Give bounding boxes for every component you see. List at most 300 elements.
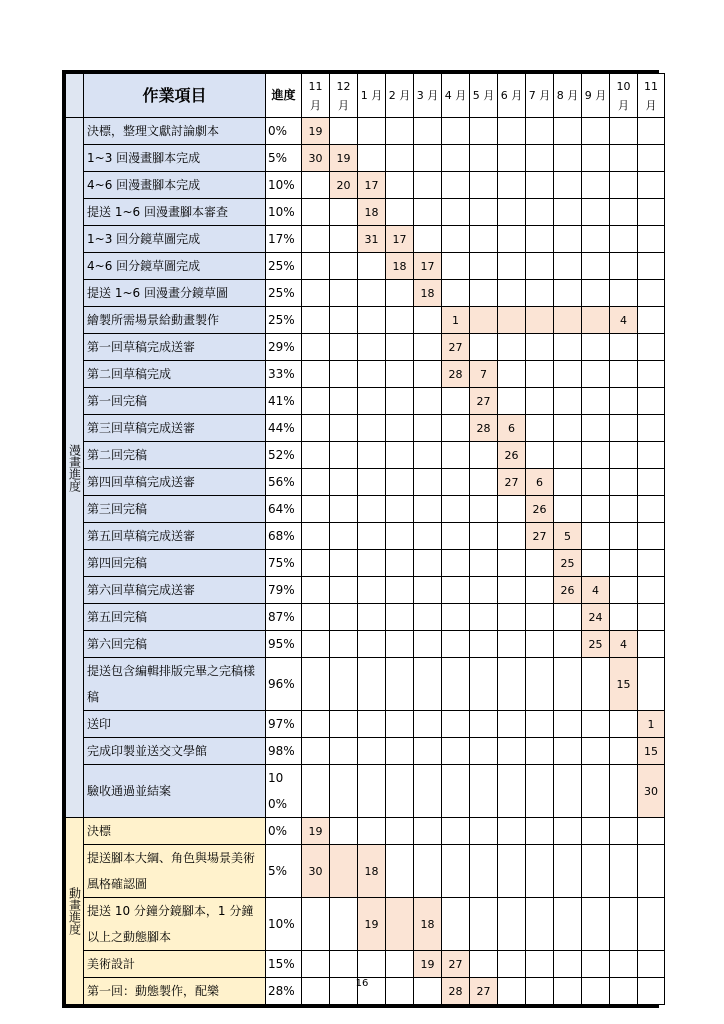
table-row xyxy=(66,550,665,577)
schedule-cell xyxy=(526,898,554,951)
schedule-cell xyxy=(638,361,665,388)
schedule-cell xyxy=(638,415,665,442)
schedule-cell xyxy=(554,738,582,765)
schedule-bar-cell: 27 xyxy=(526,523,554,550)
schedule-cell xyxy=(610,199,638,226)
month-header: 10 月 xyxy=(610,74,638,118)
table-row xyxy=(66,818,665,845)
schedule-cell xyxy=(610,469,638,496)
schedule-cell xyxy=(442,550,470,577)
schedule-cell xyxy=(610,951,638,978)
schedule-cell xyxy=(330,765,358,818)
schedule-cell xyxy=(442,469,470,496)
schedule-bar-cell: 27 xyxy=(470,978,498,1005)
schedule-cell xyxy=(610,765,638,818)
schedule-cell xyxy=(554,280,582,307)
schedule-cell xyxy=(442,577,470,604)
schedule-cell xyxy=(358,818,386,845)
task-cell: 第一回：動態製作，配樂 xyxy=(84,978,266,1005)
schedule-cell xyxy=(554,765,582,818)
schedule-cell xyxy=(554,898,582,951)
schedule-cell xyxy=(330,469,358,496)
schedule-cell xyxy=(386,145,414,172)
schedule-cell xyxy=(610,388,638,415)
schedule-bar-cell: 17 xyxy=(386,226,414,253)
task-cell: 提送包含編輯排版完畢之完稿樣稿 xyxy=(84,658,266,711)
month-header: 9 月 xyxy=(582,74,610,118)
schedule-cell xyxy=(582,711,610,738)
schedule-cell xyxy=(610,711,638,738)
schedule-cell xyxy=(638,523,665,550)
task-cell: 4~6 回漫畫腳本完成 xyxy=(84,172,266,199)
schedule-bar-cell: 1 xyxy=(442,307,470,334)
table-row xyxy=(66,442,665,469)
schedule-cell xyxy=(582,280,610,307)
schedule-bar-cell: 18 xyxy=(386,253,414,280)
schedule-cell xyxy=(610,523,638,550)
schedule-cell xyxy=(498,172,526,199)
schedule-cell xyxy=(554,361,582,388)
schedule-cell xyxy=(638,631,665,658)
schedule-cell xyxy=(414,550,442,577)
schedule-cell xyxy=(302,415,330,442)
schedule-cell xyxy=(582,523,610,550)
schedule-cell xyxy=(386,711,414,738)
schedule-cell xyxy=(386,845,414,898)
schedule-cell xyxy=(582,496,610,523)
schedule-cell xyxy=(526,361,554,388)
schedule-cell xyxy=(526,145,554,172)
schedule-cell xyxy=(358,253,386,280)
table-row xyxy=(66,577,665,604)
schedule-bar-cell: 6 xyxy=(498,415,526,442)
schedule-cell xyxy=(442,898,470,951)
schedule-cell xyxy=(302,307,330,334)
schedule-cell xyxy=(582,172,610,199)
schedule-cell xyxy=(526,577,554,604)
task-cell: 提送腳本大綱、角色與場景美術風格確認圖 xyxy=(84,845,266,898)
schedule-cell xyxy=(498,577,526,604)
schedule-cell xyxy=(498,604,526,631)
schedule-cell xyxy=(610,253,638,280)
schedule-cell xyxy=(526,711,554,738)
schedule-bar-cell: 17 xyxy=(358,172,386,199)
schedule-cell xyxy=(442,388,470,415)
schedule-cell xyxy=(302,199,330,226)
schedule-cell xyxy=(470,604,498,631)
task-cell: 決標 xyxy=(84,818,266,845)
schedule-bar-cell: 1 xyxy=(638,711,665,738)
schedule-bar-cell: 24 xyxy=(582,604,610,631)
schedule-bar-cell: 20 xyxy=(330,172,358,199)
schedule-cell xyxy=(302,442,330,469)
schedule-cell xyxy=(582,898,610,951)
schedule-cell xyxy=(302,550,330,577)
schedule-cell xyxy=(358,496,386,523)
schedule-cell xyxy=(330,361,358,388)
task-cell: 第四回草稿完成送審 xyxy=(84,469,266,496)
gantt-table xyxy=(65,73,665,1005)
task-cell: 提送 1~6 回漫畫分鏡草圖 xyxy=(84,280,266,307)
schedule-bar-cell: 18 xyxy=(414,280,442,307)
schedule-bar-cell: 15 xyxy=(638,738,665,765)
schedule-cell xyxy=(526,631,554,658)
schedule-cell xyxy=(638,253,665,280)
schedule-cell xyxy=(582,738,610,765)
task-cell: 繪製所需場景給動畫製作 xyxy=(84,307,266,334)
schedule-cell xyxy=(358,711,386,738)
schedule-cell xyxy=(554,388,582,415)
schedule-cell xyxy=(358,442,386,469)
schedule-cell xyxy=(414,307,442,334)
schedule-cell xyxy=(414,523,442,550)
schedule-cell xyxy=(554,496,582,523)
schedule-cell xyxy=(554,951,582,978)
schedule-cell xyxy=(554,711,582,738)
schedule-cell xyxy=(386,442,414,469)
schedule-cell xyxy=(302,658,330,711)
schedule-cell xyxy=(638,845,665,898)
progress-cell: 25% xyxy=(266,253,302,280)
progress-cell: 10% xyxy=(266,199,302,226)
schedule-cell xyxy=(330,496,358,523)
schedule-cell xyxy=(330,415,358,442)
schedule-cell xyxy=(554,469,582,496)
schedule-cell xyxy=(386,307,414,334)
schedule-cell xyxy=(582,226,610,253)
schedule-bar-cell: 25 xyxy=(582,631,610,658)
schedule-cell xyxy=(414,388,442,415)
schedule-cell xyxy=(330,711,358,738)
task-cell: 第四回完稿 xyxy=(84,550,266,577)
schedule-bar-cell xyxy=(386,898,414,951)
schedule-cell xyxy=(498,280,526,307)
schedule-cell xyxy=(610,738,638,765)
progress-cell: 25% xyxy=(266,307,302,334)
schedule-cell xyxy=(414,658,442,711)
schedule-cell xyxy=(358,604,386,631)
schedule-cell xyxy=(358,361,386,388)
progress-cell: 79% xyxy=(266,577,302,604)
schedule-cell xyxy=(302,951,330,978)
schedule-cell xyxy=(610,442,638,469)
progress-cell: 44% xyxy=(266,415,302,442)
schedule-cell xyxy=(442,280,470,307)
schedule-cell xyxy=(442,442,470,469)
schedule-cell xyxy=(302,765,330,818)
schedule-cell xyxy=(470,442,498,469)
schedule-bar-cell: 17 xyxy=(414,253,442,280)
schedule-cell xyxy=(442,738,470,765)
schedule-cell xyxy=(554,415,582,442)
schedule-cell xyxy=(498,199,526,226)
schedule-cell xyxy=(442,496,470,523)
schedule-cell xyxy=(330,631,358,658)
schedule-cell xyxy=(470,738,498,765)
schedule-bar-cell: 27 xyxy=(442,951,470,978)
schedule-cell xyxy=(470,172,498,199)
table-row xyxy=(66,199,665,226)
schedule-cell xyxy=(414,631,442,658)
schedule-cell xyxy=(638,951,665,978)
schedule-bar-cell xyxy=(470,307,498,334)
schedule-cell xyxy=(302,711,330,738)
schedule-cell xyxy=(554,845,582,898)
schedule-cell xyxy=(526,951,554,978)
schedule-cell xyxy=(610,334,638,361)
table-row xyxy=(66,845,665,898)
schedule-cell xyxy=(330,550,358,577)
schedule-bar-cell: 19 xyxy=(414,951,442,978)
schedule-cell xyxy=(302,631,330,658)
schedule-cell xyxy=(638,280,665,307)
schedule-cell xyxy=(442,199,470,226)
schedule-cell xyxy=(302,172,330,199)
schedule-cell xyxy=(526,604,554,631)
schedule-cell xyxy=(330,577,358,604)
schedule-cell xyxy=(386,361,414,388)
schedule-cell xyxy=(442,658,470,711)
task-cell: 決標，整理文獻討論劇本 xyxy=(84,118,266,145)
schedule-cell xyxy=(358,631,386,658)
schedule-bar-cell: 4 xyxy=(610,307,638,334)
task-cell: 4~6 回分鏡草圖完成 xyxy=(84,253,266,280)
progress-column-header: 進度 xyxy=(266,74,302,118)
schedule-cell xyxy=(358,658,386,711)
schedule-bar-cell: 19 xyxy=(330,145,358,172)
schedule-bar-cell: 27 xyxy=(498,469,526,496)
schedule-cell xyxy=(582,469,610,496)
schedule-bar-cell: 15 xyxy=(610,658,638,711)
progress-cell: 41% xyxy=(266,388,302,415)
schedule-cell xyxy=(610,145,638,172)
schedule-cell xyxy=(638,550,665,577)
table-row xyxy=(66,658,665,711)
schedule-cell xyxy=(498,818,526,845)
schedule-cell xyxy=(358,469,386,496)
schedule-cell xyxy=(498,145,526,172)
schedule-cell xyxy=(442,711,470,738)
schedule-cell xyxy=(638,577,665,604)
schedule-bar-cell: 25 xyxy=(554,550,582,577)
schedule-cell xyxy=(386,523,414,550)
schedule-cell xyxy=(302,523,330,550)
schedule-cell xyxy=(582,253,610,280)
schedule-cell xyxy=(302,469,330,496)
schedule-cell xyxy=(582,658,610,711)
table-row xyxy=(66,765,665,818)
progress-cell: 5% xyxy=(266,845,302,898)
schedule-cell xyxy=(498,118,526,145)
schedule-cell xyxy=(498,253,526,280)
schedule-cell xyxy=(302,388,330,415)
schedule-cell xyxy=(386,469,414,496)
progress-cell: 87% xyxy=(266,604,302,631)
progress-cell: 98% xyxy=(266,738,302,765)
schedule-cell xyxy=(582,845,610,898)
schedule-cell xyxy=(470,280,498,307)
schedule-cell xyxy=(498,711,526,738)
table-row xyxy=(66,496,665,523)
month-header: 6 月 xyxy=(498,74,526,118)
schedule-cell xyxy=(330,898,358,951)
schedule-cell xyxy=(386,550,414,577)
schedule-cell xyxy=(610,226,638,253)
schedule-cell xyxy=(414,118,442,145)
schedule-cell xyxy=(638,496,665,523)
schedule-cell xyxy=(498,334,526,361)
progress-cell: 0% xyxy=(266,818,302,845)
schedule-cell xyxy=(386,738,414,765)
table-row xyxy=(66,631,665,658)
schedule-bar-cell: 27 xyxy=(442,334,470,361)
task-cell: 第五回完稿 xyxy=(84,604,266,631)
schedule-cell xyxy=(498,226,526,253)
schedule-bar-cell: 31 xyxy=(358,226,386,253)
schedule-cell xyxy=(582,118,610,145)
schedule-cell xyxy=(638,469,665,496)
schedule-bar-cell: 18 xyxy=(358,199,386,226)
schedule-cell xyxy=(414,199,442,226)
schedule-cell xyxy=(498,658,526,711)
schedule-cell xyxy=(442,145,470,172)
schedule-cell xyxy=(442,172,470,199)
schedule-cell xyxy=(470,496,498,523)
schedule-cell xyxy=(386,577,414,604)
schedule-cell xyxy=(582,334,610,361)
task-cell: 第三回完稿 xyxy=(84,496,266,523)
schedule-cell xyxy=(442,226,470,253)
schedule-cell xyxy=(330,388,358,415)
schedule-cell xyxy=(526,550,554,577)
schedule-cell xyxy=(414,604,442,631)
schedule-cell xyxy=(610,818,638,845)
progress-cell: 17% xyxy=(266,226,302,253)
schedule-cell xyxy=(470,199,498,226)
month-header: 11 月 xyxy=(302,74,330,118)
table-row xyxy=(66,334,665,361)
schedule-cell xyxy=(358,145,386,172)
schedule-cell xyxy=(302,226,330,253)
schedule-cell xyxy=(470,577,498,604)
task-cell: 第六回草稿完成送審 xyxy=(84,577,266,604)
schedule-cell xyxy=(358,765,386,818)
schedule-cell xyxy=(386,172,414,199)
schedule-cell xyxy=(638,388,665,415)
month-header: 4 月 xyxy=(442,74,470,118)
month-header: 2 月 xyxy=(386,74,414,118)
schedule-cell xyxy=(470,145,498,172)
schedule-cell xyxy=(526,334,554,361)
schedule-cell xyxy=(638,226,665,253)
schedule-cell xyxy=(526,845,554,898)
schedule-cell xyxy=(526,442,554,469)
task-cell: 第三回草稿完成送審 xyxy=(84,415,266,442)
schedule-cell xyxy=(330,118,358,145)
schedule-cell xyxy=(330,818,358,845)
schedule-cell xyxy=(610,550,638,577)
schedule-cell xyxy=(526,415,554,442)
schedule-cell xyxy=(526,388,554,415)
schedule-cell xyxy=(554,658,582,711)
schedule-cell xyxy=(442,604,470,631)
schedule-cell xyxy=(638,307,665,334)
schedule-cell xyxy=(610,415,638,442)
task-cell: 送印 xyxy=(84,711,266,738)
table-row xyxy=(66,415,665,442)
task-cell: 第二回草稿完成 xyxy=(84,361,266,388)
section-header-cell xyxy=(66,74,84,118)
task-cell: 提送 10 分鐘分鏡腳本，1 分鐘以上之動態腳本 xyxy=(84,898,266,951)
schedule-cell xyxy=(302,577,330,604)
task-cell: 美術設計 xyxy=(84,951,266,978)
schedule-cell xyxy=(302,898,330,951)
progress-cell: 10% xyxy=(266,898,302,951)
schedule-cell xyxy=(554,118,582,145)
table-row xyxy=(66,951,665,978)
schedule-cell xyxy=(386,334,414,361)
schedule-cell xyxy=(554,604,582,631)
progress-cell: 97% xyxy=(266,711,302,738)
schedule-cell xyxy=(498,496,526,523)
schedule-cell xyxy=(470,523,498,550)
schedule-cell xyxy=(414,711,442,738)
schedule-cell xyxy=(610,604,638,631)
schedule-cell xyxy=(414,845,442,898)
schedule-cell xyxy=(526,118,554,145)
schedule-cell xyxy=(470,469,498,496)
schedule-cell xyxy=(498,845,526,898)
table-row xyxy=(66,388,665,415)
progress-cell: 96% xyxy=(266,658,302,711)
schedule-cell xyxy=(498,738,526,765)
month-header: 5 月 xyxy=(470,74,498,118)
schedule-cell xyxy=(582,145,610,172)
table-row xyxy=(66,253,665,280)
schedule-cell xyxy=(470,818,498,845)
schedule-cell xyxy=(330,280,358,307)
schedule-cell xyxy=(386,631,414,658)
schedule-cell xyxy=(582,951,610,978)
schedule-cell xyxy=(442,631,470,658)
table-row xyxy=(66,898,665,951)
table-row xyxy=(66,172,665,199)
progress-cell: 56% xyxy=(266,469,302,496)
schedule-cell xyxy=(442,118,470,145)
schedule-cell xyxy=(498,631,526,658)
schedule-cell xyxy=(610,577,638,604)
schedule-cell xyxy=(414,469,442,496)
schedule-cell xyxy=(498,523,526,550)
schedule-cell xyxy=(554,442,582,469)
schedule-cell xyxy=(638,334,665,361)
schedule-bar-cell: 28 xyxy=(470,415,498,442)
task-cell: 第六回完稿 xyxy=(84,631,266,658)
schedule-cell xyxy=(386,388,414,415)
schedule-cell xyxy=(414,415,442,442)
schedule-cell xyxy=(414,738,442,765)
schedule-cell xyxy=(386,496,414,523)
schedule-bar-cell: 28 xyxy=(442,361,470,388)
table-row xyxy=(66,226,665,253)
schedule-cell xyxy=(414,334,442,361)
schedule-cell xyxy=(470,118,498,145)
schedule-cell xyxy=(386,765,414,818)
progress-cell: 95% xyxy=(266,631,302,658)
schedule-cell xyxy=(526,253,554,280)
schedule-cell xyxy=(526,172,554,199)
page-number: 16 xyxy=(355,978,369,989)
